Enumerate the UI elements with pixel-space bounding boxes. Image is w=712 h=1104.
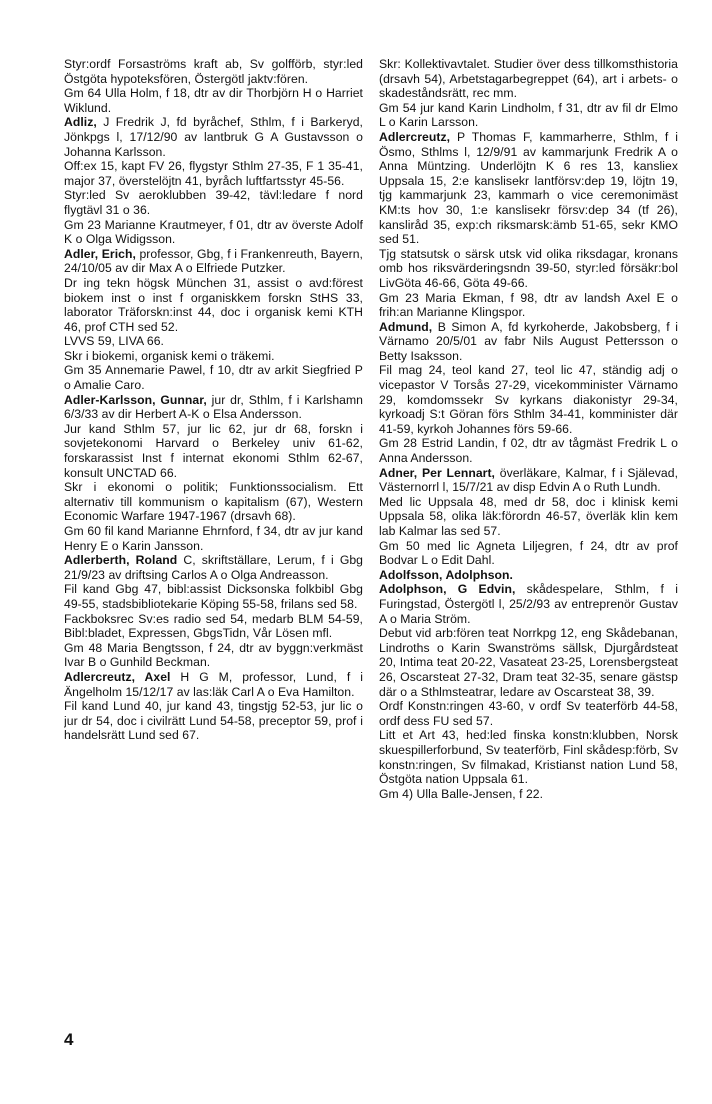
entry-paragraph	[379, 291, 678, 320]
entry-text: Fil mag 24, teol kand 27, teol lic 47, ständig adj o vicepastor V Torsås 27-29, vicekomminister Värnamo 29, komdomssekr Sv kyrkans diakonistyr 29-34, kyrkoadj S:t Göran förs Sthlm 34-41, komminister där 41-59, kyrkoh Johannes förs 59-66.	[379, 363, 678, 436]
page-top-edge	[0, 0, 712, 4]
entry-text: Gm 4) Ulla Balle-Jensen, f 22.	[379, 786, 544, 801]
entry-text: Fil kand Gbg 47, bibl:assist Dicksonska folkbibl Gbg 49-55, stadsbibliotekarie Köping 55-58, frilans sed 58.	[64, 582, 363, 611]
entry-paragraph	[64, 276, 363, 334]
entry-text: Skr: Kollektivavtalet. Studier över dess tillkomsthistoria (drsavh 54), Arbetstagarbegreppet (64), art i arbets- o skadeståndsrätt, rec mm.	[379, 57, 678, 101]
entry-text: Off:ex 15, kapt FV 26, flygstyr Sthlm 27-35, F 1 35-41, major 37, överstelöjtn 41, byråch luftfartsstyr 45-56.	[64, 159, 363, 188]
entry-text: Gm 28 Estrid Landin, f 02, dtr av tågmäst Fredrik L o Anna Andersson.	[379, 436, 678, 466]
entry-name: Adolphson, G Edvin,	[379, 582, 516, 597]
entry-text: professor, Gbg, f i Frankenreuth, Bayern, 24/10/05 av dir Max A o Elfriede Putzker.	[64, 246, 363, 276]
entry-paragraph	[64, 188, 363, 217]
entry-paragraph	[379, 363, 678, 436]
entry-paragraph	[64, 699, 363, 743]
document-page	[64, 57, 678, 1047]
entry-text: Styr:ordf Forsaströms kraft ab, Sv golfförb, styr:led Östgöta hypoteksfören, Östergötl jaktv:fören.	[64, 57, 363, 86]
entry-name: Adler-Karlsson, Gunnar,	[64, 392, 207, 407]
entry-paragraph	[379, 495, 678, 539]
entry-paragraph	[64, 641, 363, 670]
entry-text: Fackboksrec Sv:es radio sed 54, medarb BLM 54-59, Bibl:bladet, Expressen, GbgsTidn, Vår Lösen mfl.	[64, 611, 363, 641]
entry-paragraph	[64, 612, 363, 641]
entry-text: Med lic Uppsala 48, med dr 58, doc i klinisk kemi Uppsala 58, olika läk:förordn 46-57, överläk klin kem lab Kalmar las sed 57.	[379, 494, 678, 538]
entry-name: Adolfsson, Adolphson.	[379, 567, 513, 582]
entry-name: Adliz,	[64, 115, 97, 130]
entry-text: J Fredrik J, fd byråchef, Sthlm, f i Barkeryd, Jönkpgs l, 17/12/90 av lantbruk G A Gustavsson o Johanna Karlsson.	[64, 115, 363, 159]
entry-heading-paragraph	[379, 130, 678, 247]
entry-heading-paragraph	[379, 568, 678, 583]
entry-text: Gm 64 Ulla Holm, f 18, dtr av dir Thorbjörn H o Harriet Wiklund.	[64, 86, 363, 115]
entry-text: Gm 50 med lic Agneta Liljegren, f 24, dtr av prof Bodvar L o Edit Dahl.	[379, 538, 678, 568]
entry-text: Gm 48 Maria Bengtsson, f 24, dtr av byggn:verkmäst Ivar B o Gunhild Beckman.	[64, 640, 363, 670]
entry-paragraph	[64, 57, 363, 86]
entry-text: Gm 23 Maria Ekman, f 98, dtr av landsh Axel E o frih:an Marianne Klingspor.	[379, 290, 678, 320]
entry-text: H G M, professor, Lund, f i Ängelholm 15/12/17 av las:läk Carl A o Eva Hamilton.	[64, 669, 363, 699]
entry-text: Skr i ekonomi o politik; Funktionssocialism. Ett alternativ till kommunism o kapitalism (67), Western Economic Warfare 1947-1967 (drsavh 68).	[64, 480, 363, 524]
entry-paragraph	[64, 582, 363, 611]
entry-paragraph	[379, 436, 678, 465]
entry-heading-paragraph	[64, 115, 363, 159]
entry-text: Tjg statsutsk o särsk utsk vid olika riksdagar, kronans omb hos riksvärderingsndn 39-50, styr:led försäkr:bol LivGöta 46-66, Göta 49-66.	[379, 246, 678, 290]
entry-paragraph	[379, 247, 678, 291]
entry-paragraph	[64, 159, 363, 188]
entry-name: Adler, Erich,	[64, 246, 136, 261]
entry-text: överläkare, Kalmar, f i Själevad, Västernorrl l, 15/7/21 av disp Edvin A o Ruth Lundh.	[379, 465, 678, 495]
entry-heading-paragraph	[64, 553, 363, 582]
page-number: 4	[64, 1030, 74, 1049]
entry-name: Adlercreutz, Axel	[64, 669, 171, 684]
entry-paragraph	[379, 57, 678, 101]
entry-text: Styr:led Sv aeroklubben 39-42, tävl:ledare f nord flygtävl 31 o 36.	[64, 188, 363, 217]
entry-text: Skr i biokemi, organisk kemi o träkemi.	[64, 348, 275, 363]
entry-text: Ordf Konstn:ringen 43-60, v ordf Sv teaterförb 44-58, ordf dess FU sed 57.	[379, 699, 678, 728]
entry-paragraph	[379, 539, 678, 568]
entry-paragraph	[64, 480, 363, 524]
entry-text: LVVS 59, LIVA 66.	[64, 334, 164, 349]
entry-text: C, skriftställare, Lerum, f i Gbg 21/9/23 av driftsing Carlos A o Olga Andreasson.	[64, 553, 363, 582]
entry-paragraph	[379, 626, 678, 699]
entry-heading-paragraph	[64, 670, 363, 699]
entry-paragraph	[64, 422, 363, 480]
entry-text: Gm 35 Annemarie Pawel, f 10, dtr av arkit Siegfried P o Amalie Caro.	[64, 363, 363, 393]
entry-heading-paragraph	[379, 466, 678, 495]
entry-heading-paragraph	[379, 582, 678, 626]
entry-heading-paragraph	[64, 247, 363, 276]
entry-paragraph	[379, 787, 678, 802]
entry-heading-paragraph	[64, 393, 363, 422]
entry-text: Gm 54 jur kand Karin Lindholm, f 31, dtr av fil dr Elmo L o Karin Larsson.	[379, 100, 678, 130]
entry-paragraph	[379, 699, 678, 728]
entry-text: Gm 60 fil kand Marianne Ehrnford, f 34, dtr av jur kand Henry E o Karin Jansson.	[64, 524, 363, 553]
entry-paragraph	[64, 524, 363, 553]
entry-text: B Simon A, fd kyrkoherde, Jakobsberg, f i Värnamo 20/5/01 av fabr Nils August Pettersson o Betty Isaksson.	[379, 319, 678, 363]
entry-name: Admund,	[379, 319, 433, 334]
entry-name: Adner, Per Lennart,	[379, 465, 495, 480]
entry-paragraph	[379, 101, 678, 130]
entry-heading-paragraph	[379, 320, 678, 364]
entry-text: Dr ing tekn högsk München 31, assist o avd:förest biokem inst o inst f organiskkem forskn StHS 33, laborator Träforskn:inst 44, doc i organisk kemi KTH 46, prof CTH sed 52.	[64, 275, 363, 334]
right-column	[379, 57, 678, 1047]
entry-text: jur dr, Sthlm, f i Karlshamn 6/3/33 av dir Herbert A-K o Elsa Andersson.	[64, 392, 363, 422]
entry-name: Adlerberth, Roland	[64, 553, 178, 568]
entry-name: Adlercreutz,	[379, 129, 451, 144]
left-column	[64, 57, 363, 1047]
entry-paragraph	[64, 86, 363, 115]
entry-text: P Thomas F, kammarherre, Sthlm, f i Ösmo, Sthlms l, 12/9/91 av kammarjunk Fredrik A o Anna Müntzing. Underlöjtn K 6 res 13, kansliex Uppsala 15, 2:e kanslisekr lantförsv:dep 19, löjtn 19, tjg kammarjunk 23, kammarh o vice ceremonimäst KM:ts hov 30, 1:e kanslisekr försv:dep 34 (tf 26), kansliråd 35, exp:ch riksmarsk:ämb 51-65, sekr KMO sed 51.	[379, 129, 678, 247]
entry-text: Debut vid arb:fören teat Norrkpg 12, eng Skådebanan, Lindroths o Karin Swanströms sällsk, Djurgårdsteat 20, Intima teat 20-22, Vasateat 23-25, Lorensbergsteat 26, Oscarsteat 27-32, Dram teat 32-35, senare gästsp där o a Sthlmsteatrar, ledare av Oscarsteat 38, 39.	[379, 626, 678, 699]
entry-paragraph	[64, 334, 363, 349]
entry-paragraph	[379, 728, 678, 786]
entry-paragraph	[64, 363, 363, 392]
entry-text: Jur kand Sthlm 57, jur lic 62, jur dr 68, forskn i sovjetekonomi Harvard o Berkeley univ 61-62, forskarassist Inst f internat ekonomi Sthlm 62-67, konsult UNCTAD 66.	[64, 421, 363, 480]
entry-text: Litt et Art 43, hed:led finska konstn:klubben, Norsk skuespillerforbund, Sv teaterförb, Finl skådesp:förb, Sv konstn:ringen, Sv filmakad, Kristianst nation Lund 58, Östgöta nation Uppsala 61.	[379, 728, 678, 787]
entry-text: skådespelare, Sthlm, f i Furingstad, Östergötl l, 25/2/93 av entreprenör Gustav A o Maria Ström.	[379, 582, 678, 626]
entry-paragraph	[64, 349, 363, 364]
entry-text: Fil kand Lund 40, jur kand 43, tingstjg 52-53, jur lic o jur dr 54, doc i civilrätt Lund 54-58, preceptor 59, prof i handelsrätt Lund sed 67.	[64, 699, 363, 743]
entry-paragraph	[64, 218, 363, 247]
entry-text: Gm 23 Marianne Krautmeyer, f 01, dtr av överste Adolf K o Olga Widigsson.	[64, 217, 363, 247]
